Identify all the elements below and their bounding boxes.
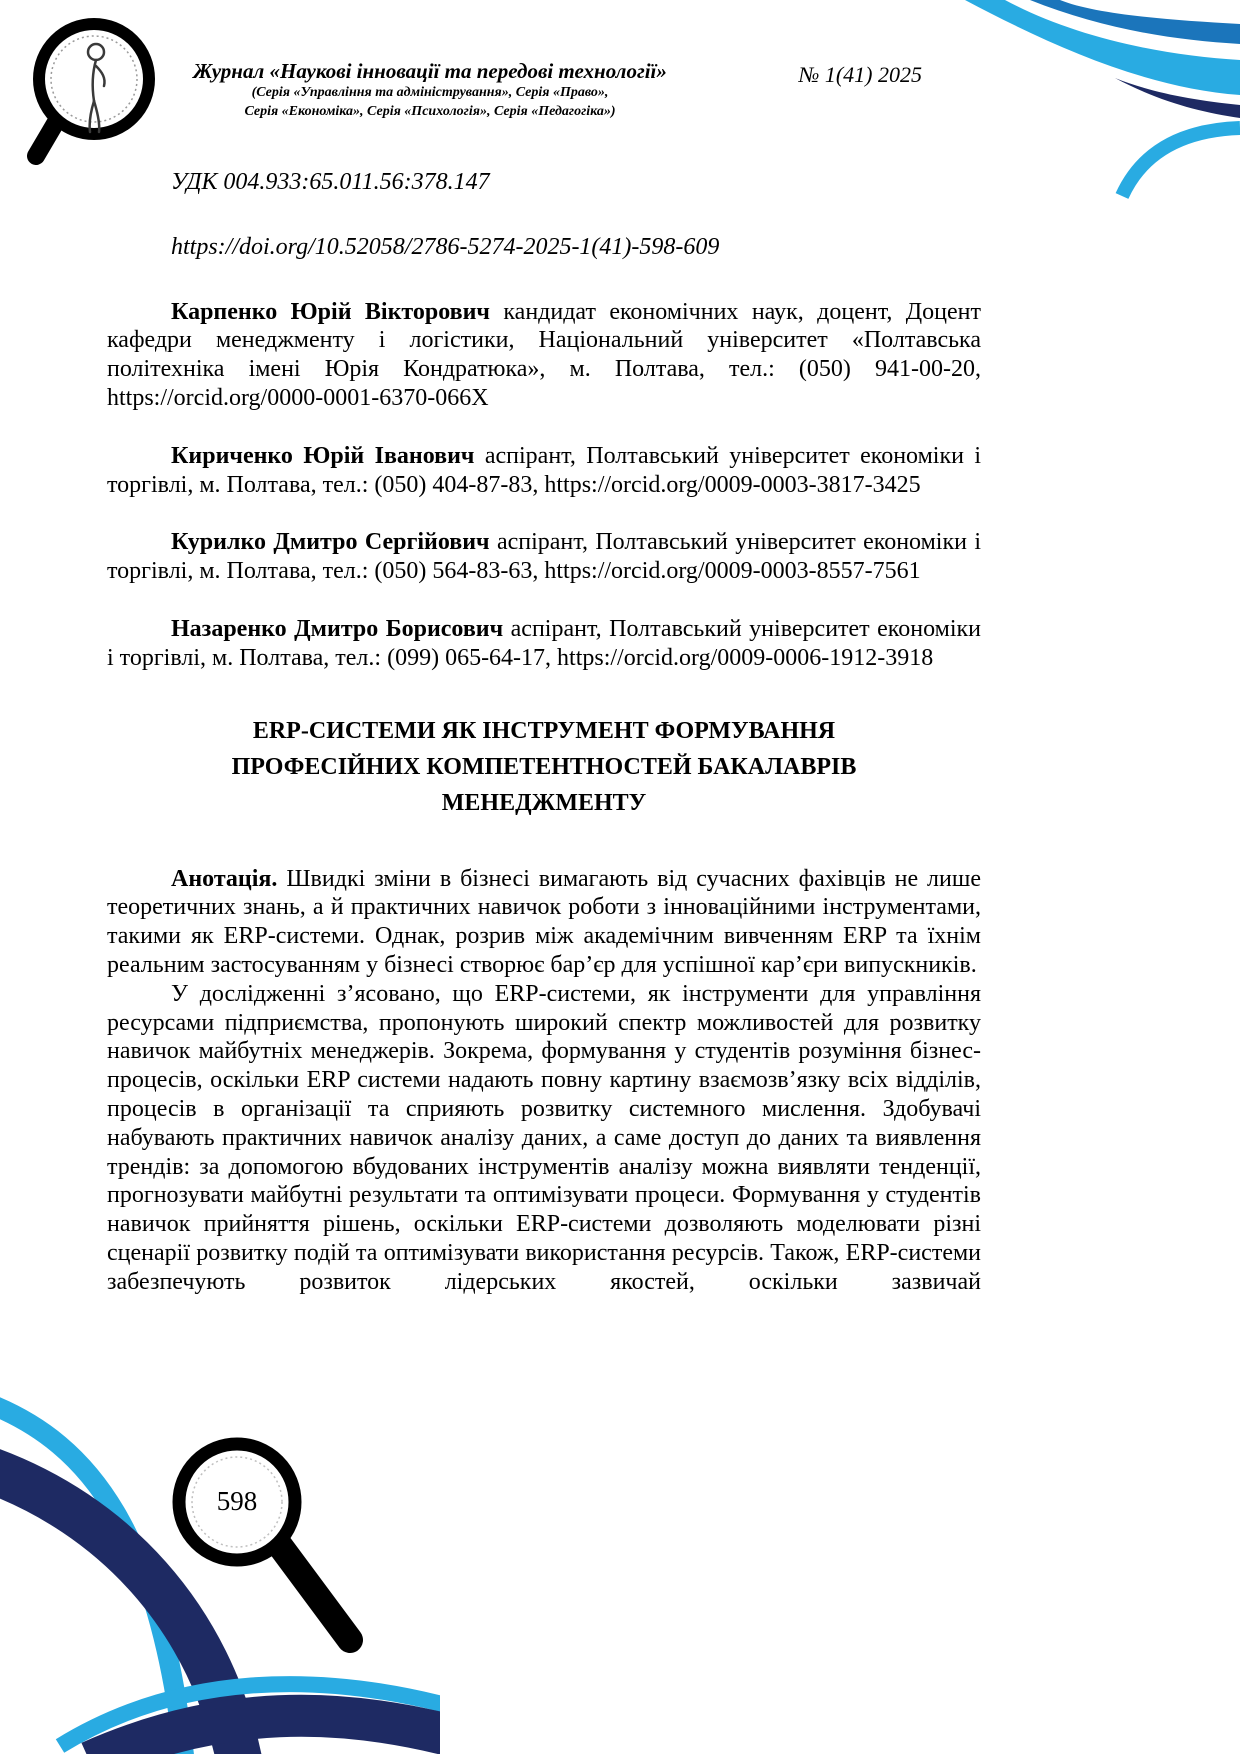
article-title-line: ПРОФЕСІЙНИХ КОМПЕТЕНТНОСТЕЙ БАКАЛАВРІВ (231, 753, 857, 780)
journal-title: Журнал «Наукові інновації та передові технології» (193, 59, 667, 83)
author-details: аспірант, Полтавський університет економіки і торгівлі, м. Полтава, тел.: (050) 404-87-83, https://orcid.org/0009-0003-3817-3425 (107, 442, 982, 498)
author-paragraph (107, 298, 981, 413)
abstract-text: Швидкі зміни в бізнесі вимагають від сучасних фахівців не лише теоретичних знань, а й практичних навичок роботи з інноваційними інструментами, такими як ERP-системи. Однак, розрив між академічним вивченням ERP та їхнім реальним застосуванням у бізнесі створює бар’єр для успішної кар’єри випускників. (107, 865, 981, 978)
article-title-line: МЕНЕДЖМЕНТУ (441, 789, 647, 816)
author-details: аспірант, Полтавський університет економіки і торгівлі, м. Полтава, тел.: (099) 065-64-17, https://orcid.org/0009-0006-1912-3918 (107, 615, 981, 671)
page-number: 598 (216, 1486, 258, 1516)
doi-link: https://doi.org/10.52058/2786-5274-2025-1(41)-598-609 (171, 233, 720, 260)
journal-logo (26, 4, 176, 169)
abstract-label: Анотація. (171, 865, 278, 892)
author-paragraph (107, 442, 981, 500)
swoosh-curve-navy-2 (90, 1716, 440, 1754)
author-details: кандидат економічних наук, доцент, Доцент кафедри менеджменту і логістики, Національний університет «Полтавська політехніка імені Юрія Кондратюка», м. Полтава, тел.: (050) 941-00-20, https://orcid.org/0000-0001-6370-066X (107, 298, 981, 411)
author-name: Кириченко Юрій Іванович (171, 442, 475, 469)
article-title-line: ERP-СИСТЕМИ ЯК ІНСТРУМЕНТ ФОРМУВАННЯ (252, 717, 836, 744)
logo-magnifier-handle (36, 122, 56, 156)
journal-series-line1: (Серія «Управління та адміністрування», Серія «Право», (251, 85, 609, 101)
journal-header (170, 58, 690, 122)
article-title (107, 713, 981, 821)
bottom-left-swoosh-decoration (0, 1354, 440, 1754)
swoosh-curve-lower (1122, 128, 1240, 196)
author-paragraph (107, 615, 981, 673)
author-name: Назаренко Дмитро Борисович (171, 615, 504, 642)
author-name: Курилко Дмитро Сергійович (171, 529, 490, 556)
article-content (107, 168, 981, 1297)
author-details: аспірант, Полтавський університет економіки і торгівлі, м. Полтава, тел.: (050) 564-83-63, https://orcid.org/0009-0003-8557-7561 (107, 529, 981, 585)
magnifier-handle (278, 1543, 350, 1640)
body-paragraph: У дослідженні з’ясовано, що ERP-системи, як інструменти для управління ресурсами підприємства, пропонують широкий спектр можливостей для розвитку навичок майбутніх менеджерів. Зокрема, формування у студентів розуміння бізнес-процесів, оскільки ERP системи надають повну картину взаємозв’язку всіх відділів, процесів в організації та сприяють розвитку системного мислення. Здобувачі набувають практичних навичок аналізу даних, а саме доступ до даних та виявлення трендів: за допомогою вбудованих інструментів аналізу можна виявляти тенденції, прогнозувати майбутні результати та оптимізувати процеси. Формування у студентів навичок прийняття рішень, оскільки ERP-системи дозволяють моделювати різні сценарії розвитку подій та оптимізувати використання ресурсів. Також, ERP-системи забезпечують розвиток лідерських якостей, оскільки зазвичай (107, 980, 981, 1295)
issue-number: № 1(41) 2025 (798, 62, 922, 87)
author-paragraph (107, 528, 981, 586)
journal-series-line2: Серія «Економіка», Серія «Психологія», Серія «Педагогіка») (244, 104, 616, 120)
abstract-paragraph (107, 865, 981, 980)
author-name: Карпенко Юрій Вікторович (171, 298, 490, 325)
udc-code: УДК 004.933:65.011.56:378.147 (171, 169, 490, 195)
